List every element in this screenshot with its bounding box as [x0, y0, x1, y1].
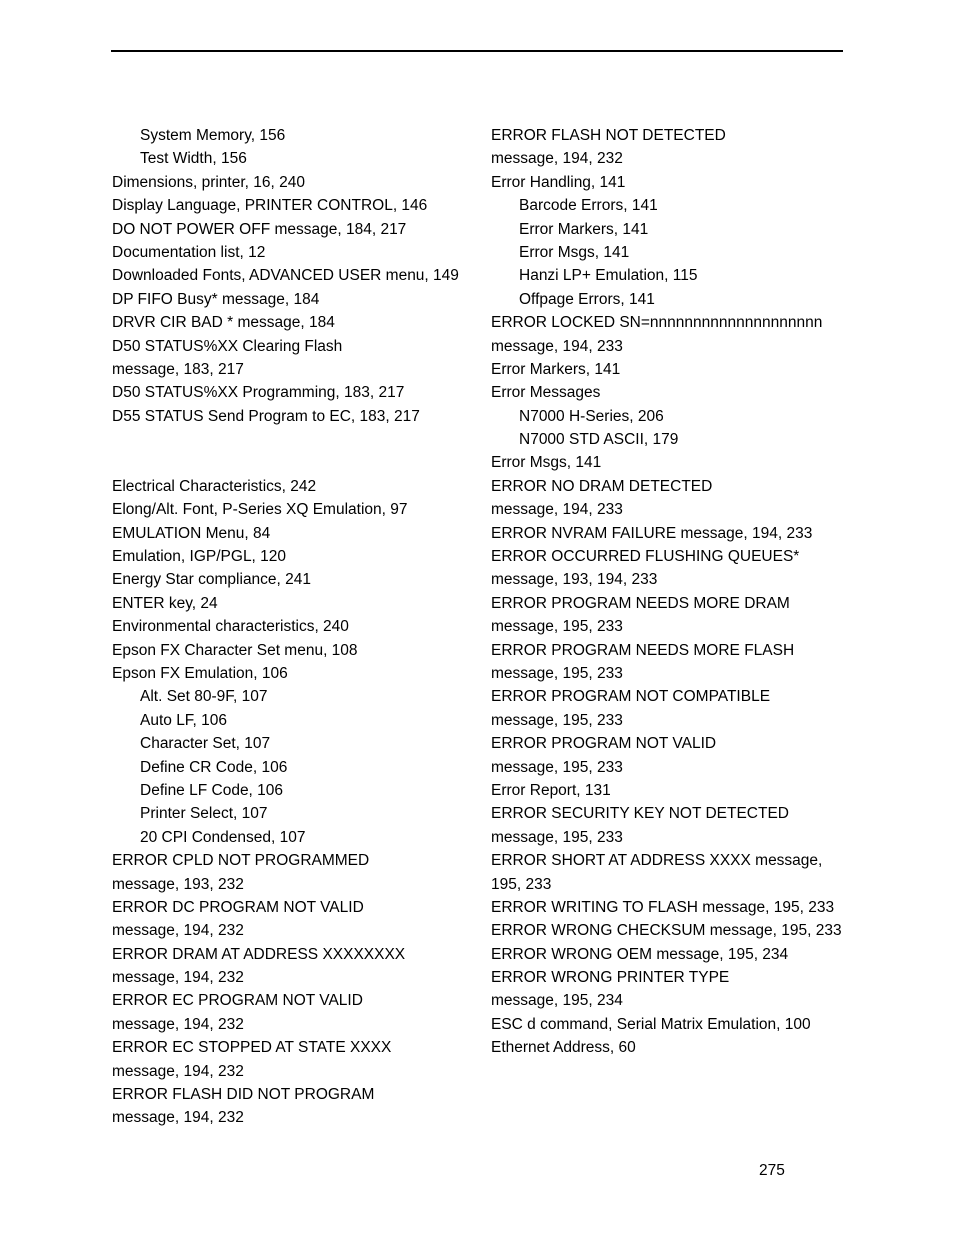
- index-subentry: System Memory, 156: [140, 127, 286, 144]
- index-subentry: Character Set, 107: [140, 735, 271, 753]
- index-entry: EMULATION Menu, 84: [112, 524, 271, 542]
- index-entry: D50 STATUS%XX Programming, 183, 217: [112, 384, 405, 402]
- index-subentry: 20 CPI Condensed, 107: [140, 828, 306, 846]
- index-entry: ERROR FLASH NOT DETECTED: [491, 127, 726, 144]
- index-entry: ERROR DC PROGRAM NOT VALID: [112, 898, 364, 916]
- index-entry: Environmental characteristics, 240: [112, 618, 349, 636]
- index-subentry: Define LF Code, 106: [140, 781, 284, 799]
- index-entry: Epson FX Emulation, 106: [112, 664, 288, 682]
- index-subentry: Error Markers, 141: [519, 220, 649, 238]
- index-entry: D55 STATUS Send Program to EC, 183, 217: [112, 407, 420, 425]
- index-subentry: Test Width, 156: [140, 150, 247, 168]
- index-entry: DO NOT POWER OFF message, 184, 217: [112, 220, 407, 238]
- index-entry: message, 194, 232: [491, 150, 623, 168]
- index-subentry: Hanzi LP+ Emulation, 115: [519, 267, 698, 285]
- index-subentry: N7000 H-Series, 206: [519, 407, 664, 425]
- index-entry: ERROR PROGRAM NOT VALID: [491, 735, 717, 753]
- index-entry: message, 195, 233: [491, 618, 623, 636]
- index-entry: message, 195, 233: [491, 828, 623, 846]
- index-entry: message, 193, 232: [112, 875, 244, 893]
- index-subentry: Define CR Code, 106: [140, 758, 288, 776]
- index-entry: Error Messages: [491, 384, 601, 402]
- index-entry: message, 194, 232: [112, 969, 244, 987]
- index-entry: Dimensions, printer, 16, 240: [112, 173, 305, 191]
- index-entry: message, 194, 232: [112, 1015, 244, 1033]
- index-entry: Emulation, IGP/PGL, 120: [112, 548, 287, 566]
- index-entry: ERROR LOCKED SN=nnnnnnnnnnnnnnnnnnnn: [491, 314, 823, 332]
- index-spacer: [112, 428, 482, 451]
- index-entry: message, 195, 233: [491, 758, 623, 776]
- index-entry: ERROR NO DRAM DETECTED: [491, 477, 713, 495]
- index-entry: message, 195, 233: [491, 711, 623, 729]
- index-entry: message, 195, 233: [491, 664, 623, 682]
- index-entry: ENTER key, 24: [112, 594, 218, 612]
- index-entry: ERROR WRONG OEM message, 195, 234: [491, 945, 789, 963]
- index-entry: message, 194, 233: [491, 501, 623, 519]
- index-entry: ERROR OCCURRED FLUSHING QUEUES*: [491, 548, 800, 566]
- index-entry: ERROR SHORT AT ADDRESS XXXX message,: [491, 852, 823, 870]
- index-entry: message, 194, 233: [491, 337, 623, 355]
- page-number: 275: [759, 1162, 785, 1179]
- index-entry: ERROR SECURITY KEY NOT DETECTED: [491, 805, 789, 823]
- index-entry: ERROR NVRAM FAILURE message, 194, 233: [491, 524, 813, 542]
- index-entry: Epson FX Character Set menu, 108: [112, 641, 358, 659]
- index-entry: message, 183, 217: [112, 360, 244, 378]
- index-entry: ERROR CPLD NOT PROGRAMMED: [112, 852, 370, 870]
- index-entry: Error Report, 131: [491, 781, 611, 799]
- index-subentry: Auto LF, 106: [140, 711, 228, 729]
- index-column-left: [112, 124, 482, 1130]
- index-entry: D50 STATUS%XX Clearing Flash: [112, 337, 343, 355]
- index-entry: message, 194, 232: [112, 922, 244, 940]
- index-subentry: Printer Select, 107: [140, 805, 268, 823]
- index-spacer: [112, 451, 482, 474]
- index-entry: ERROR FLASH DID NOT PROGRAM: [112, 1086, 375, 1104]
- index-entry: Documentation list, 12: [112, 243, 266, 261]
- index-entry: DRVR CIR BAD * message, 184: [112, 314, 335, 332]
- index-entry: message, 193, 194, 233: [491, 571, 658, 589]
- index-entry: ERROR PROGRAM NEEDS MORE DRAM: [491, 594, 790, 612]
- index-column-right: [491, 124, 851, 1060]
- index-entry: ESC d command, Serial Matrix Emulation, 100: [491, 1015, 811, 1033]
- index-entry: 195, 233: [491, 875, 552, 893]
- index-entry: ERROR PROGRAM NEEDS MORE FLASH: [491, 641, 795, 659]
- index-entry: ERROR WRONG PRINTER TYPE: [491, 969, 730, 987]
- index-entry: Electrical Characteristics, 242: [112, 477, 317, 495]
- index-entry: ERROR DRAM AT ADDRESS XXXXXXXX: [112, 945, 406, 963]
- index-entry: ERROR PROGRAM NOT COMPATIBLE: [491, 688, 771, 706]
- index-entry: message, 195, 234: [491, 992, 623, 1010]
- index-entry: DP FIFO Busy* message, 184: [112, 290, 320, 308]
- index-entry: ERROR EC STOPPED AT STATE XXXX: [112, 1039, 392, 1057]
- index-entry: ERROR EC PROGRAM NOT VALID: [112, 992, 363, 1010]
- index-subentry: Barcode Errors, 141: [519, 197, 658, 215]
- index-entry: Display Language, PRINTER CONTROL, 146: [112, 197, 428, 215]
- index-entry: Ethernet Address, 60: [491, 1039, 636, 1057]
- index-entry: ERROR WRITING TO FLASH message, 195, 233: [491, 898, 835, 916]
- index-entry: message, 194, 232: [112, 1109, 244, 1127]
- index-subentry: Alt. Set 80-9F, 107: [140, 688, 268, 706]
- index-entry: Elong/Alt. Font, P-Series XQ Emulation, 97: [112, 501, 408, 519]
- index-subentry: Offpage Errors, 141: [519, 290, 655, 308]
- index-entry: message, 194, 232: [112, 1062, 244, 1080]
- index-entry: Error Markers, 141: [491, 360, 621, 378]
- index-subentry: N7000 STD ASCII, 179: [519, 431, 679, 449]
- index-entry: Error Handling, 141: [491, 173, 626, 191]
- index-entry: Error Msgs, 141: [491, 454, 602, 472]
- header-rule: [111, 50, 843, 52]
- index-entry: Downloaded Fonts, ADVANCED USER menu, 149: [112, 267, 459, 285]
- index-entry: ERROR WRONG CHECKSUM message, 195, 233: [491, 922, 842, 940]
- index-entry: Energy Star compliance, 241: [112, 571, 312, 589]
- index-subentry: Error Msgs, 141: [519, 243, 630, 261]
